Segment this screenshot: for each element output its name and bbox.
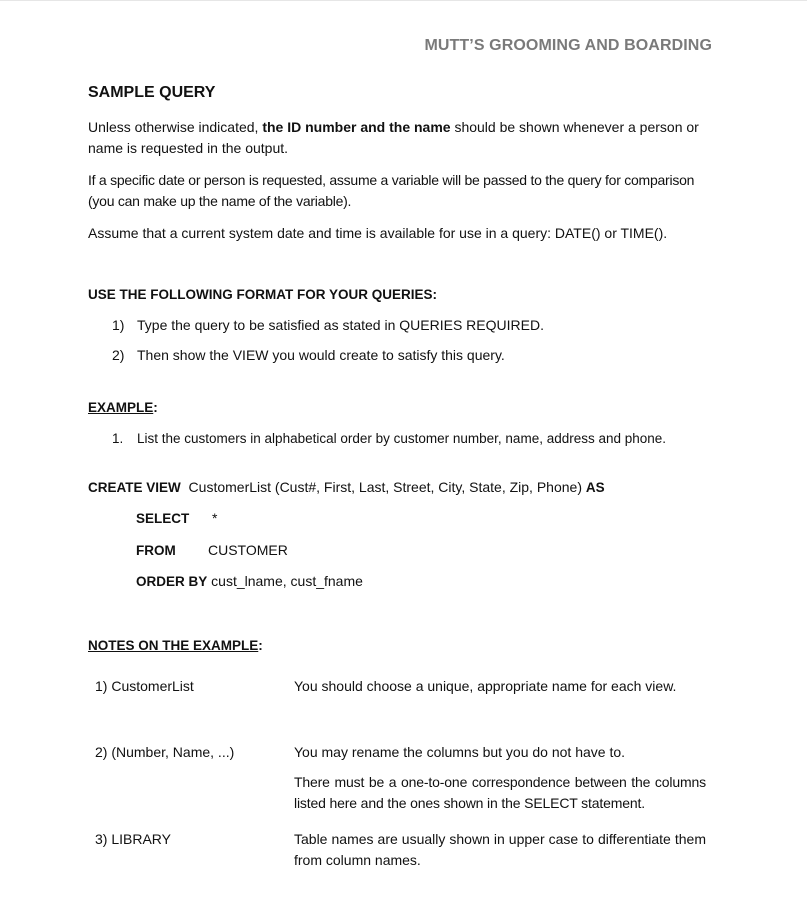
sql-select-value: * [212, 510, 218, 526]
intro-p1-start: Unless otherwise indicated, [88, 119, 263, 135]
page-top-border [0, 0, 807, 1]
example-item-text: List the customers in alphabetical order by customer number, name, address and phone. [137, 431, 667, 446]
note-3-label: 3) LIBRARY [95, 831, 171, 847]
sql-select-keyword: SELECT [136, 511, 190, 526]
note-1-text: You should choose a unique, appropriate name for each view. [294, 678, 677, 694]
sql-order-value: cust_lname, cust_fname [211, 573, 363, 589]
format-item-2-text: Then show the VIEW you would create to satisfy this query. [137, 347, 505, 363]
sql-order-keyword: ORDER BY [136, 574, 208, 589]
format-item-1-text: Type the query to be satisfied as stated in QUERIES REQUIRED. [137, 317, 544, 333]
sql-create-view-line [88, 479, 605, 495]
sql-as-keyword: AS [585, 480, 605, 495]
format-item-2 [112, 347, 505, 363]
notes-heading-label: NOTES ON THE EXAMPLE [88, 638, 259, 653]
example-heading-colon: : [153, 400, 158, 415]
example-item-1 [112, 431, 666, 446]
intro-p1-end: should be shown whenever a person or name is requested in the output. [88, 119, 699, 156]
sql-view-definition: CustomerList (Cust#, First, Last, Street, City, State, Zip, Phone) [188, 479, 582, 495]
example-heading-label: EXAMPLE [88, 400, 154, 415]
format-item-1 [112, 317, 544, 333]
note-2-text-a: You may rename the columns but you do not have to. [294, 744, 626, 760]
example-heading [88, 400, 158, 415]
intro-paragraph-3: Assume that a current system date and time is available for use in a query: DATE() or TIME(). [88, 225, 668, 241]
format-heading: USE THE FOLLOWING FORMAT FOR YOUR QUERIES: [88, 287, 437, 302]
notes-heading [88, 638, 263, 653]
sql-from-keyword: FROM [136, 543, 176, 558]
note-2-label: 2) (Number, Name, ...) [95, 744, 235, 760]
intro-paragraph-2: If a specific date or person is requested, assume a variable will be passed to the query for comparison (you can make up the name of the variable). [88, 172, 695, 209]
notes-heading-colon: : [258, 638, 263, 653]
format-item-1-num: 1) [112, 317, 125, 333]
note-1-label: 1) CustomerList [95, 678, 194, 694]
document-header: MUTT’S GROOMING AND BOARDING [424, 37, 712, 54]
sql-from-value: CUSTOMER [208, 542, 288, 558]
note-2-text-b: There must be a one-to-one correspondence between the columns listed here and the ones shown in the SELECT statement. [294, 774, 706, 811]
note-3-text: Table names are usually shown in upper case to differentiate them from column names. [294, 831, 706, 868]
intro-p1-bold: the ID number and the name [262, 119, 451, 135]
intro-paragraph-1 [88, 117, 718, 159]
sql-order-line [136, 573, 363, 589]
format-item-2-num: 2) [112, 347, 125, 363]
example-item-num: 1. [112, 431, 124, 446]
sql-create-keyword: CREATE VIEW [88, 480, 181, 495]
section-title: SAMPLE QUERY [88, 84, 216, 101]
